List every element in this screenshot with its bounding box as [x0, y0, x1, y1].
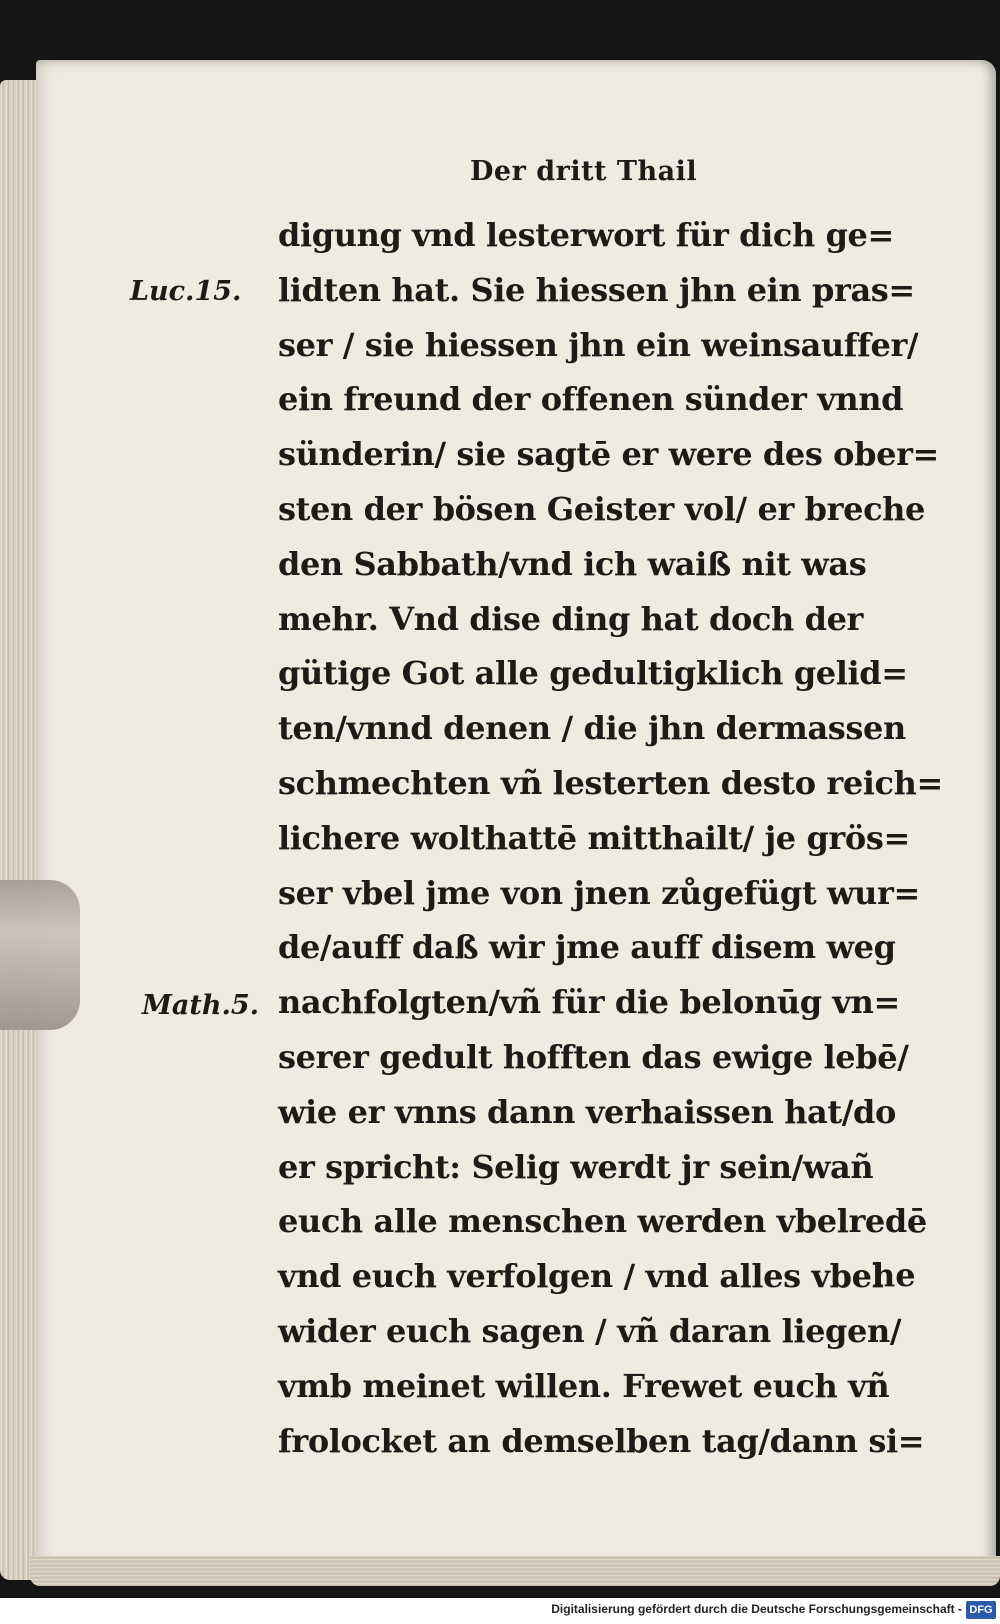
text-line: er spricht: Selig werdt jr sein/wañ: [278, 1147, 874, 1186]
text-line: de/auff daß wir jme auff disem weg: [278, 928, 896, 967]
text-line: wider euch sagen / vñ daran liegen/: [278, 1311, 902, 1350]
text-line: frolocket an demselben tag/dann si=: [278, 1421, 925, 1460]
footer-credit: Digitalisierung gefördert durch die Deutsche Forschungsgemeinschaft -: [551, 1602, 962, 1616]
text-line: nachfolgten/vñ für die belonūg vn=: [278, 983, 900, 1022]
dfg-logo-icon: DFG: [966, 1601, 996, 1619]
text-line: vnd euch verfolgen / vnd alles vbel: [278, 1257, 884, 1296]
text-line: vmb meinet willen. Frewet euch vñ: [278, 1366, 890, 1405]
text-line: wie er vnns dann verhaissen hat/do: [278, 1092, 896, 1131]
text-line: sünderin/ sie sagtē er were des ober=: [278, 435, 939, 474]
text-block: [278, 208, 943, 1468]
text-line: ein freund der offenen sünder vnnd: [278, 380, 904, 419]
text-line: digung vnd lesterwort für dich ge=: [278, 216, 894, 254]
book-bottom-edge: [30, 1556, 1000, 1586]
text-line: mehr. Vnd dise ding hat doch der: [278, 599, 863, 638]
text-line: schmechten vñ lesterten desto reich=: [278, 763, 943, 802]
text-line: sten der bösen Geister vol/ er breche: [278, 489, 925, 528]
text-line: gütige Got alle gedultigklich gelid=: [278, 654, 908, 693]
margin-note-luc: Luc.15.: [130, 276, 242, 307]
margin-note-math: Math.5.: [142, 990, 260, 1021]
text-line: lichere wolthattē mitthailt/ je grös=: [278, 818, 910, 857]
text-line: lidten hat. Sie hiessen jhn ein pras=: [278, 270, 915, 309]
text-line: ten/vnnd denen / die jhn dermassen: [278, 709, 906, 748]
text-line: euch alle menschen werden vbelredē: [278, 1202, 927, 1241]
footer-bar: [0, 1598, 1000, 1624]
text-line: ser vbel jme von jnen zůgefügt wur=: [278, 873, 920, 912]
text-line: serer gedult hofften das ewige lebē/: [278, 1037, 909, 1076]
text-line: den Sabbath/vnd ich waiß nit was: [278, 544, 867, 583]
text-line: ser / sie hiessen jhn ein weinsauffer/: [278, 325, 919, 364]
bookmark-ribbon: [0, 880, 80, 1030]
catchword: he: [872, 1256, 916, 1294]
running-head: Der dritt Thail: [470, 156, 698, 187]
